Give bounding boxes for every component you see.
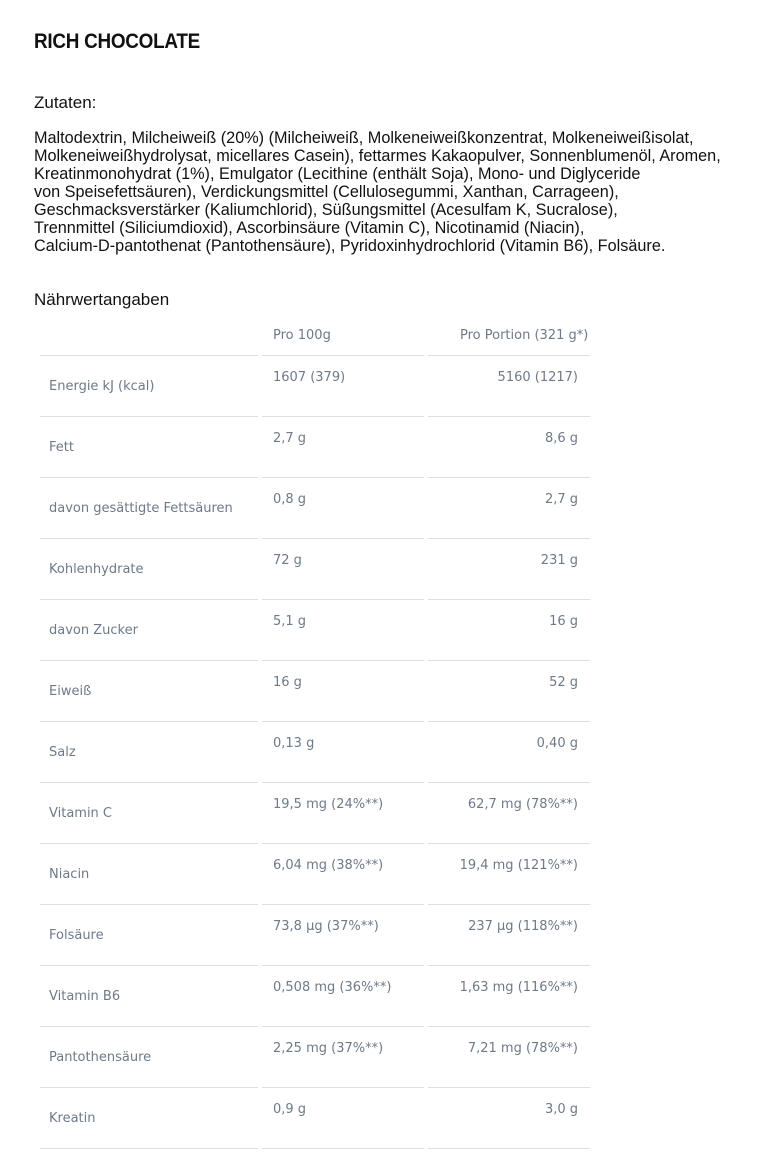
value-per-100g: 0,13 g — [262, 722, 424, 783]
table-row — [40, 661, 590, 722]
value-per-portion: 1,63 mg (116%**) — [428, 966, 590, 1027]
value-per-portion: 231 g — [428, 539, 590, 600]
ingredients-text — [34, 129, 760, 255]
nutrient-name: Folsäure — [40, 905, 258, 966]
ingredients-line: Kreatinmonohydrat (1%), Emulgator (Lecithine (enthält Soja), Mono- und Diglyceride — [34, 164, 641, 183]
ingredients-line: Geschmacksverstärker (Kaliumchlorid), Süßungsmittel (Acesulfam K, Sucralose), — [34, 200, 618, 219]
nutrient-name: Fett — [40, 417, 258, 478]
value-per-portion: 52 g — [428, 661, 590, 722]
table-row — [40, 966, 590, 1027]
nutrient-name: Kohlenhydrate — [40, 539, 258, 600]
nutrient-name: davon Zucker — [40, 600, 258, 661]
product-title: RICH CHOCOLATE — [34, 30, 200, 53]
value-per-100g: 1607 (379) — [262, 356, 424, 417]
column-header-nutrient — [40, 320, 258, 356]
ingredients-line: Trennmittel (Siliciumdioxid), Ascorbinsäure (Vitamin C), Nicotinamid (Niacin), — [34, 218, 585, 237]
nutrient-name: Vitamin B6 — [40, 966, 258, 1027]
value-per-portion: 19,4 mg (121%**) — [428, 844, 590, 905]
nutrient-name: Niacin — [40, 844, 258, 905]
value-per-100g: 19,5 mg (24%**) — [262, 783, 424, 844]
value-per-100g: 5,1 g — [262, 600, 424, 661]
table-row — [40, 844, 590, 905]
nutrition-table — [40, 320, 590, 1149]
nutrient-name: Pantothensäure — [40, 1027, 258, 1088]
column-header-per-100g: Pro 100g — [262, 320, 424, 356]
value-per-portion: 0,40 g — [428, 722, 590, 783]
table-row — [40, 722, 590, 783]
table-row — [40, 1027, 590, 1088]
table-row — [40, 539, 590, 600]
table-row — [40, 600, 590, 661]
value-per-portion: 62,7 mg (78%**) — [428, 783, 590, 844]
nutrient-name: Energie kJ (kcal) — [40, 356, 258, 417]
value-per-100g: 73,8 µg (37%**) — [262, 905, 424, 966]
table-row — [40, 905, 590, 966]
nutrient-name: Salz — [40, 722, 258, 783]
nutrient-name: Vitamin C — [40, 783, 258, 844]
ingredients-line: von Speisefettsäuren), Verdickungsmittel (Cellulosegummi, Xanthan, Carrageen), — [34, 182, 619, 201]
value-per-portion: 5160 (1217) — [428, 356, 590, 417]
nutrition-header-row — [40, 320, 590, 356]
value-per-portion: 2,7 g — [428, 478, 590, 539]
table-row — [40, 1088, 590, 1149]
table-row — [40, 478, 590, 539]
value-per-100g: 0,508 mg (36%**) — [262, 966, 424, 1027]
ingredients-line: Maltodextrin, Milcheiweiß (20%) (Milcheiweiß, Molkeneiweißkonzentrat, Molkeneiweißisolat, — [34, 128, 694, 147]
value-per-portion: 16 g — [428, 600, 590, 661]
value-per-portion: 8,6 g — [428, 417, 590, 478]
table-row — [40, 356, 590, 417]
nutrient-name: davon gesättigte Fettsäuren — [40, 478, 258, 539]
value-per-portion: 3,0 g — [428, 1088, 590, 1149]
value-per-100g: 0,9 g — [262, 1088, 424, 1149]
value-per-100g: 2,7 g — [262, 417, 424, 478]
ingredients-line: Molkeneiweißhydrolysat, micellares Casein), fettarmes Kakaopulver, Sonnenblumenöl, Aromen, — [34, 146, 721, 165]
table-row — [40, 783, 590, 844]
nutrition-heading: Nährwertangaben — [34, 290, 170, 309]
value-per-portion: 237 µg (118%**) — [428, 905, 590, 966]
column-header-per-portion: Pro Portion (321 g*) — [428, 320, 590, 356]
ingredients-heading: Zutaten: — [34, 93, 97, 112]
table-row — [40, 417, 590, 478]
value-per-100g: 0,8 g — [262, 478, 424, 539]
value-per-portion: 7,21 mg (78%**) — [428, 1027, 590, 1088]
value-per-100g: 72 g — [262, 539, 424, 600]
nutrient-name: Kreatin — [40, 1088, 258, 1149]
value-per-100g: 6,04 mg (38%**) — [262, 844, 424, 905]
value-per-100g: 16 g — [262, 661, 424, 722]
value-per-100g: 2,25 mg (37%**) — [262, 1027, 424, 1088]
ingredients-line: Calcium-D-pantothenat (Pantothensäure), Pyridoxinhydrochlorid (Vitamin B6), Folsäure. — [34, 236, 666, 255]
nutrient-name: Eiweiß — [40, 661, 258, 722]
